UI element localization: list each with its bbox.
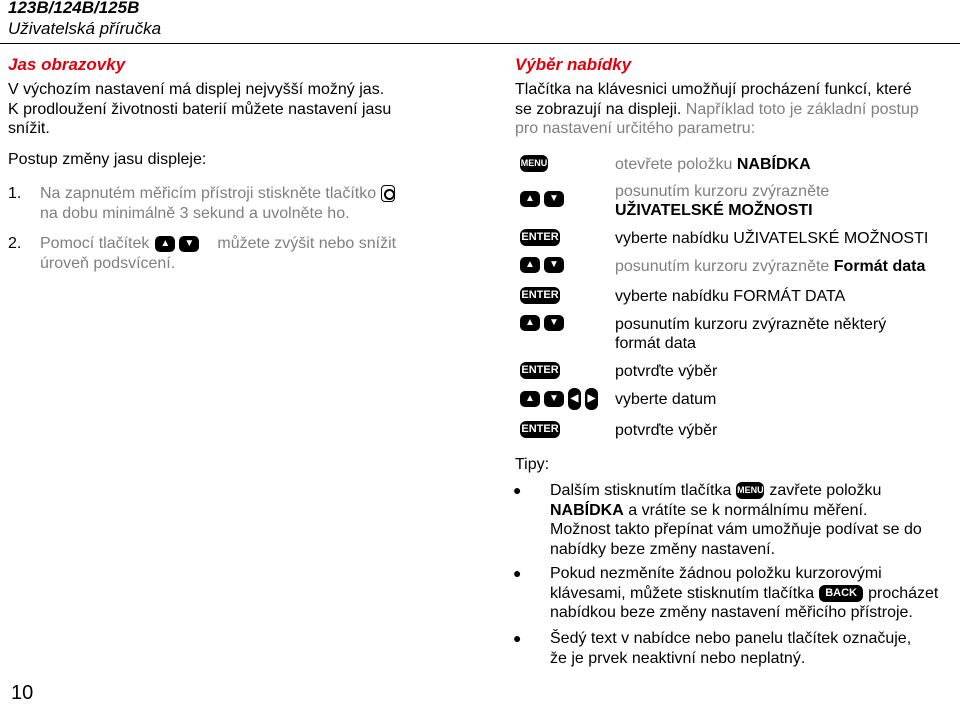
- tip-text: klávesami, můžete stisknutím tlačítka: [550, 584, 815, 602]
- menu-key-icon: MENU: [520, 155, 548, 172]
- page-number: 10: [11, 682, 34, 704]
- power-button-icon: [381, 185, 395, 202]
- key-enter: [520, 229, 560, 247]
- tip-1: [550, 481, 955, 559]
- menu-key-icon: MENU: [736, 482, 764, 499]
- menu-step-1: [615, 155, 811, 174]
- tip-text: Pokud nezměníte žádnou položku kurzorovými: [550, 565, 882, 582]
- tip-3: [550, 629, 955, 668]
- tip-text: Šedý text v nabídce nebo panelu tlačítek označuje,: [550, 630, 912, 647]
- menu-step-4: [615, 257, 925, 276]
- brightness-intro: [8, 80, 391, 139]
- key-all-arrows: [520, 388, 598, 410]
- up-arrow-icon: ▲: [520, 191, 540, 207]
- enter-key-icon: ENTER: [520, 229, 560, 246]
- enter-key-icon: ENTER: [520, 362, 560, 379]
- intro-line-gray: Například toto je základní postup: [685, 100, 919, 118]
- step-1: [40, 184, 440, 223]
- tip-text: že je prvek neaktivní nebo neplatný.: [550, 649, 806, 667]
- down-arrow-icon: ▼: [544, 391, 564, 407]
- step-1-number: 1.: [8, 185, 22, 202]
- step-bold: Formát data: [833, 258, 926, 275]
- step-1-text-2: na dobu minimálně 3 sekund a uvolněte ho.: [40, 204, 350, 222]
- menu-step-8: vyberte datum: [615, 391, 717, 408]
- tip-text: zavřete položku: [769, 482, 882, 499]
- step-1-text: Na zapnutém měřicím přístroji stiskněte tlačítko: [40, 185, 377, 202]
- step-2-text-2: úroveň podsvícení.: [40, 254, 176, 272]
- key-updown: [520, 257, 564, 273]
- up-arrow-icon: ▲: [520, 257, 540, 273]
- intro-line: snížit.: [8, 120, 50, 137]
- tip-2: [550, 564, 960, 623]
- menu-step-9: potvrďte výběr: [615, 422, 718, 439]
- key-enter: [520, 287, 560, 305]
- bullet-icon: ●: [513, 565, 522, 581]
- document-model: 123B/124B/125B: [8, 0, 140, 17]
- step-2-text: Pomocí tlačítek: [40, 235, 150, 252]
- tips-title: Tipy:: [515, 456, 550, 473]
- intro-line-gray: pro nastavení určitého parametru:: [515, 120, 756, 137]
- up-arrow-icon: ▲: [520, 315, 540, 331]
- step-2-text-after: můžete zvýšit nebo snížit: [217, 235, 397, 252]
- document-subtitle: Uživatelská příručka: [8, 19, 162, 38]
- key-enter: [520, 421, 560, 439]
- key-updown: [520, 191, 564, 207]
- step-bold: UŽIVATELSKÉ MOŽNOSTI: [615, 202, 813, 219]
- menu-intro: [515, 80, 955, 139]
- tip-text: Dalším stisknutím tlačítka: [550, 482, 732, 499]
- step-text: posunutím kurzoru zvýrazněte některý: [615, 316, 887, 333]
- tip-text: procházet: [868, 584, 939, 602]
- step-2-number: 2.: [8, 235, 22, 252]
- enter-key-icon: ENTER: [520, 421, 560, 438]
- down-arrow-icon: ▼: [544, 315, 564, 331]
- tip-bold: NABÍDKA: [550, 501, 624, 519]
- right-arrow-icon: ▶: [585, 388, 598, 410]
- menu-step-2: [615, 182, 829, 220]
- key-updown: [520, 315, 564, 331]
- step-text: posunutím kurzoru zvýrazněte: [615, 258, 834, 275]
- up-arrow-icon: ▲: [520, 391, 540, 407]
- left-arrow-icon: ◀: [568, 388, 581, 410]
- step-text-2: formát data: [615, 335, 696, 352]
- tip-text: Možnost takto přepínat vám umožňuje podívat se do: [550, 521, 922, 538]
- tip-text: nabídkou beze změny nastavení měřicího přístroje.: [550, 604, 913, 621]
- up-down-keys: [155, 236, 199, 252]
- up-arrow-icon: ▲: [155, 236, 175, 252]
- intro-line: se zobrazují na displeji.: [515, 100, 682, 118]
- menu-step-7: potvrďte výběr: [615, 363, 718, 380]
- menu-step-3: vyberte nabídku UŽIVATELSKÉ MOŽNOSTI: [615, 230, 929, 247]
- step-text: posunutím kurzoru zvýrazněte: [615, 183, 830, 200]
- step-2: [40, 234, 460, 273]
- intro-line: Tlačítka na klávesnici umožňují procházení funkcí, které: [515, 81, 912, 98]
- down-arrow-icon: ▼: [179, 236, 199, 252]
- intro-line: K prodloužení životnosti baterií můžete nastavení jasu: [8, 100, 392, 118]
- section-title-brightness: Jas obrazovky: [8, 55, 126, 74]
- tip-text: a vrátíte se k normálnímu měření.: [623, 501, 868, 519]
- down-arrow-icon: ▼: [544, 191, 564, 207]
- back-key-icon: BACK: [819, 585, 863, 602]
- bullet-icon: ●: [513, 630, 522, 646]
- tip-text: nabídky beze změny nastavení.: [550, 540, 776, 558]
- step-bold: NABÍDKA: [736, 156, 811, 173]
- enter-key-icon: ENTER: [520, 287, 560, 304]
- procedure-title: Postup změny jasu displeje:: [8, 151, 207, 168]
- bullet-icon: ●: [513, 482, 522, 498]
- section-title-menu: Výběr nabídky: [515, 55, 632, 74]
- step-text: otevřete položku: [615, 156, 737, 173]
- menu-step-5: vyberte nabídku FORMÁT DATA: [615, 288, 846, 305]
- header-divider: [0, 43, 960, 44]
- key-menu: [520, 155, 548, 173]
- menu-step-6: [615, 315, 886, 353]
- intro-line: V výchozím nastavení má displej nejvyšší možný jas.: [8, 81, 385, 98]
- down-arrow-icon: ▼: [544, 257, 564, 273]
- key-enter: [520, 362, 560, 380]
